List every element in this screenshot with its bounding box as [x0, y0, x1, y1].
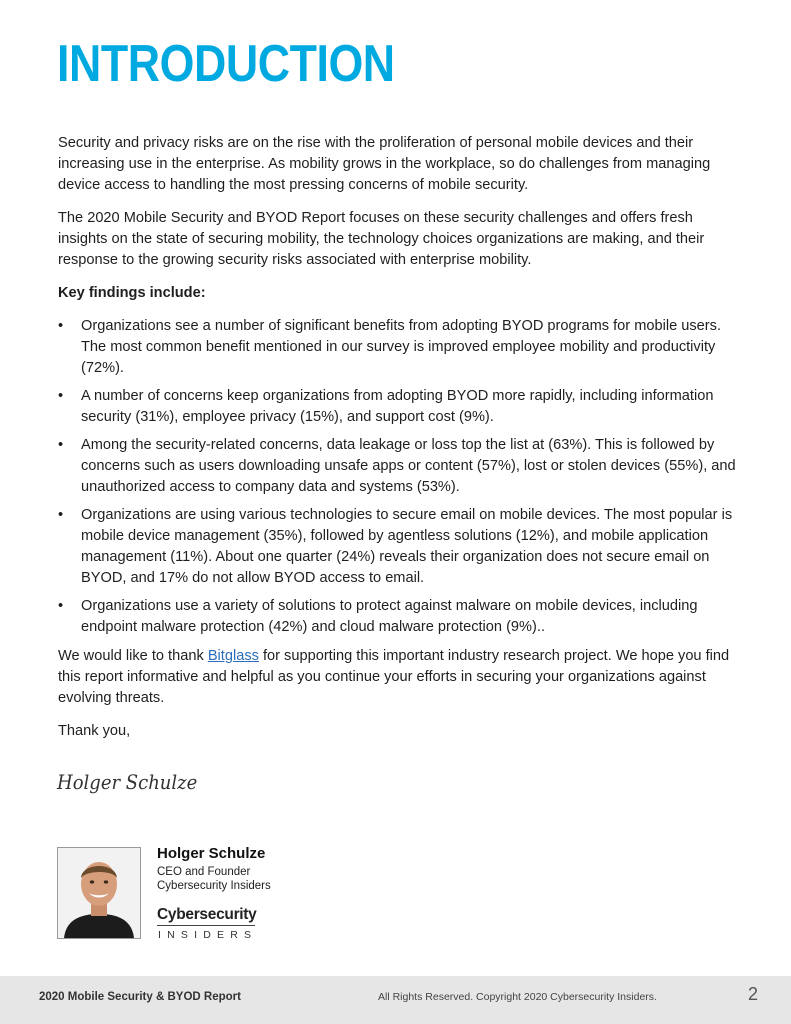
bullet-icon: •: [58, 388, 64, 404]
author-portrait-icon: [58, 848, 140, 938]
finding-text: Organizations use a variety of solutions to protect against malware on mobile devices, including endpoint malware protection (42%) and cloud malware protection (9%)..: [81, 598, 698, 635]
bullet-icon: •: [58, 437, 64, 453]
logo-divider: [157, 925, 255, 926]
key-findings-heading: Key findings include:: [58, 285, 206, 301]
thanks-line: Thank you,: [58, 723, 131, 739]
author-role-line: CEO and Founder: [157, 866, 251, 878]
main-content: [58, 133, 736, 754]
author-role: [157, 866, 271, 893]
bullet-icon: •: [58, 318, 64, 334]
list-item: [58, 386, 736, 428]
intro-paragraph-1: Security and privacy risks are on the rise with the proliferation of personal mobile devices and their increasing use in the enterprise. As mobility grows in the workplace, so do challenges from managing device access to handling the most pressing concerns of mobile security.: [58, 135, 711, 193]
cybersecurity-logo: Cybersecurity: [157, 906, 257, 923]
list-item: [58, 505, 736, 589]
finding-text: Among the security-related concerns, data leakage or loss top the list at (63%). This is followed by concerns such as users downloading unsafe apps or content (57%), lost or stolen devices (55%), and unauthorized access to company data and systems (53%).: [81, 437, 736, 495]
list-item: [58, 596, 736, 638]
insiders-logo-text: INSIDERS: [158, 929, 258, 941]
bitglass-link[interactable]: Bitglass: [207, 648, 259, 664]
finding-text: Organizations see a number of significant benefits from adopting BYOD programs for mobile users. The most common benefit mentioned in our survey is improved employee mobility and productivity (72%).: [81, 318, 722, 376]
author-role-line: Cybersecurity Insiders: [157, 879, 271, 892]
bullet-icon: •: [58, 598, 64, 614]
list-item: [58, 316, 736, 379]
finding-text: A number of concerns keep organizations from adopting BYOD more rapidly, including information security (31%), employee privacy (15%), and support cost (9%).: [81, 388, 714, 425]
signature: Holger Schulze: [57, 770, 198, 794]
key-findings-list: [58, 316, 736, 638]
closing-text-after: for supporting this important industry research project. We hope you find this report informative and helpful as you continue your efforts in securing your organizations against evolving threats.: [58, 648, 730, 706]
footer: [0, 976, 791, 1024]
author-name: Holger Schulze: [157, 845, 266, 862]
list-item: [58, 435, 736, 498]
author-photo: [57, 847, 141, 939]
page-title: INTRODUCTION: [57, 35, 395, 93]
intro-paragraph-2: The 2020 Mobile Security and BYOD Report focuses on these security challenges and offers fresh insights on the state of securing mobility, the technology choices organizations are making, and their response to the growing security risks associated with enterprise mobility.: [58, 210, 705, 268]
page-number: 2: [748, 984, 759, 1004]
footer-report-title: 2020 Mobile Security & BYOD Report: [39, 991, 241, 1003]
finding-text: Organizations are using various technologies to secure email on mobile devices. The most popular is mobile device management (35%), followed by agentless solutions (12%), and mobile application management (11%). About one quarter (24%) reveals their organization does not secure email on BYOD, and 17% do not allow BYOD access to email.: [81, 507, 733, 586]
footer-copyright: All Rights Reserved. Copyright 2020 Cybersecurity Insiders.: [378, 991, 657, 1003]
closing-paragraph: [58, 646, 736, 709]
bullet-icon: •: [58, 507, 64, 523]
closing-text-before: We would like to thank: [58, 648, 208, 664]
